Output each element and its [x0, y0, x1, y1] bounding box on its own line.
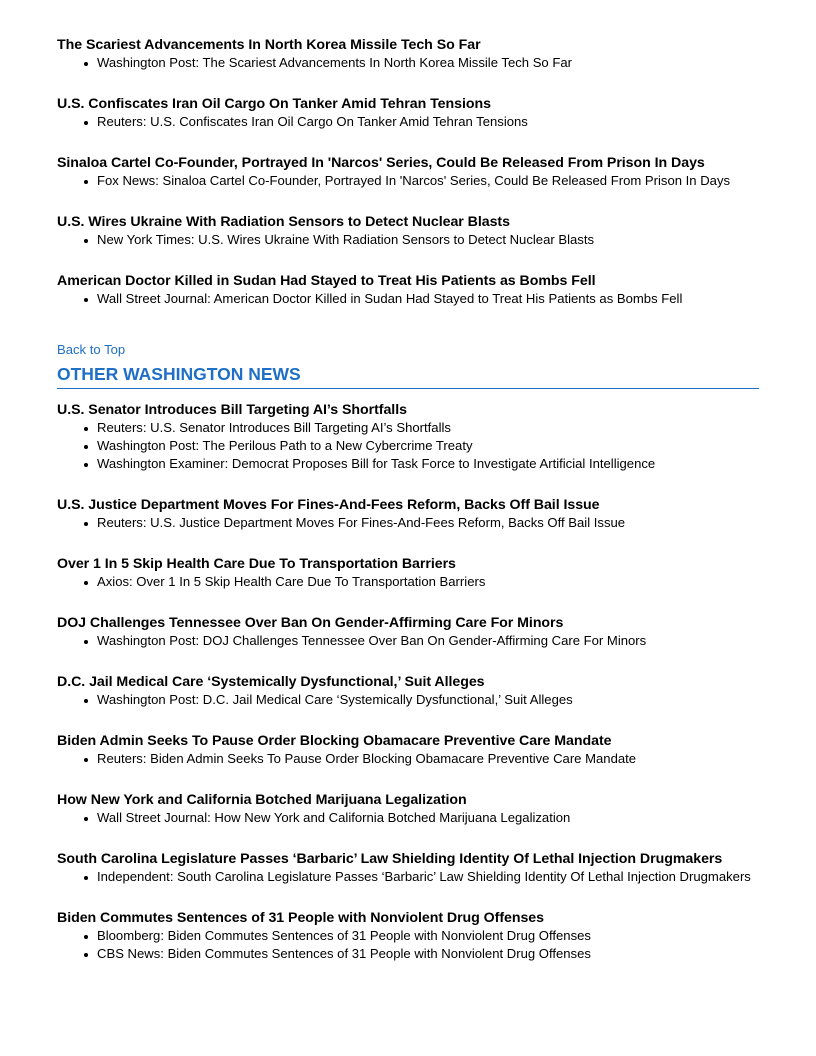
story-title: The Scariest Advancements In North Korea Missile Tech So Far [57, 37, 481, 53]
story-links [57, 809, 759, 827]
story-title: DOJ Challenges Tennessee Over Ban On Gender-Affirming Care For Minors [57, 615, 564, 631]
story-link[interactable]: Wall Street Journal: How New York and California Botched Marijuana Legalization [97, 809, 759, 827]
back-to-top-link[interactable]: Back to Top [57, 342, 126, 357]
story-link[interactable]: Washington Post: The Perilous Path to a New Cybercrime Treaty [97, 437, 759, 455]
spacer [57, 331, 759, 341]
story-links [57, 868, 759, 886]
story-links [57, 54, 759, 72]
story-title: U.S. Wires Ukraine With Radiation Sensors to Detect Nuclear Blasts [57, 214, 510, 230]
story-links [57, 290, 759, 308]
story-link[interactable]: Bloomberg: Biden Commutes Sentences of 31 People with Nonviolent Drug Offenses [97, 927, 759, 945]
story-link[interactable]: Independent: South Carolina Legislature Passes ‘Barbaric’ Law Shielding Identity Of Lethal Injection Drugmakers [97, 868, 759, 886]
story-title: U.S. Senator Introduces Bill Targeting AI’s Shortfalls [57, 402, 407, 418]
story-title: Biden Admin Seeks To Pause Order Blocking Obamacare Preventive Care Mandate [57, 733, 612, 749]
story-links [57, 231, 759, 249]
story [57, 36, 759, 72]
story [57, 673, 759, 709]
story-title: American Doctor Killed in Sudan Had Stayed to Treat His Patients as Bombs Fell [57, 273, 596, 289]
story-links [57, 632, 759, 650]
story-links [57, 573, 759, 591]
story-title: Sinaloa Cartel Co-Founder, Portrayed In 'Narcos' Series, Could Be Released From Prison In Days [57, 155, 705, 171]
story-link[interactable]: Washington Post: DOJ Challenges Tennessee Over Ban On Gender-Affirming Care For Minors [97, 632, 759, 650]
story-link[interactable]: Fox News: Sinaloa Cartel Co-Founder, Portrayed In 'Narcos' Series, Could Be Released From Prison In Days [97, 172, 759, 190]
story [57, 213, 759, 249]
story [57, 850, 759, 886]
story-link[interactable]: New York Times: U.S. Wires Ukraine With Radiation Sensors to Detect Nuclear Blasts [97, 231, 759, 249]
story-links [57, 113, 759, 131]
story [57, 555, 759, 591]
story-title: U.S. Justice Department Moves For Fines-And-Fees Reform, Backs Off Bail Issue [57, 497, 600, 513]
story [57, 732, 759, 768]
story [57, 272, 759, 308]
story-link[interactable]: Reuters: U.S. Justice Department Moves For Fines-And-Fees Reform, Backs Off Bail Issue [97, 514, 759, 532]
story [57, 909, 759, 963]
story-link[interactable]: Reuters: U.S. Confiscates Iran Oil Cargo On Tanker Amid Tehran Tensions [97, 113, 759, 131]
story-link[interactable]: Washington Post: The Scariest Advancements In North Korea Missile Tech So Far [97, 54, 759, 72]
story-links [57, 514, 759, 532]
story-title: How New York and California Botched Marijuana Legalization [57, 792, 467, 808]
story [57, 154, 759, 190]
story-links [57, 927, 759, 963]
section-heading: OTHER WASHINGTON NEWS [57, 362, 759, 389]
story-title: South Carolina Legislature Passes ‘Barbaric’ Law Shielding Identity Of Lethal Injection Drugmakers [57, 851, 723, 867]
story-links [57, 691, 759, 709]
story-links [57, 750, 759, 768]
story [57, 95, 759, 131]
story-link[interactable]: Reuters: Biden Admin Seeks To Pause Order Blocking Obamacare Preventive Care Mandate [97, 750, 759, 768]
story-links [57, 172, 759, 190]
story-link[interactable]: Wall Street Journal: American Doctor Killed in Sudan Had Stayed to Treat His Patients as Bombs Fell [97, 290, 759, 308]
story [57, 401, 759, 473]
story-title: Over 1 In 5 Skip Health Care Due To Transportation Barriers [57, 556, 456, 572]
story-title: U.S. Confiscates Iran Oil Cargo On Tanker Amid Tehran Tensions [57, 96, 491, 112]
story-title: D.C. Jail Medical Care ‘Systemically Dysfunctional,’ Suit Alleges [57, 674, 485, 690]
story-link[interactable]: CBS News: Biden Commutes Sentences of 31 People with Nonviolent Drug Offenses [97, 945, 759, 963]
story [57, 791, 759, 827]
story-links [57, 419, 759, 473]
story-link[interactable]: Washington Examiner: Democrat Proposes Bill for Task Force to Investigate Artificial Intelligence [97, 455, 759, 473]
story [57, 614, 759, 650]
story [57, 496, 759, 532]
other-stories-list [57, 401, 759, 963]
top-stories-list [57, 36, 759, 308]
story-link[interactable]: Axios: Over 1 In 5 Skip Health Care Due To Transportation Barriers [97, 573, 759, 591]
story-link[interactable]: Reuters: U.S. Senator Introduces Bill Targeting AI’s Shortfalls [97, 419, 759, 437]
story-link[interactable]: Washington Post: D.C. Jail Medical Care ‘Systemically Dysfunctional,’ Suit Alleges [97, 691, 759, 709]
story-title: Biden Commutes Sentences of 31 People with Nonviolent Drug Offenses [57, 910, 544, 926]
